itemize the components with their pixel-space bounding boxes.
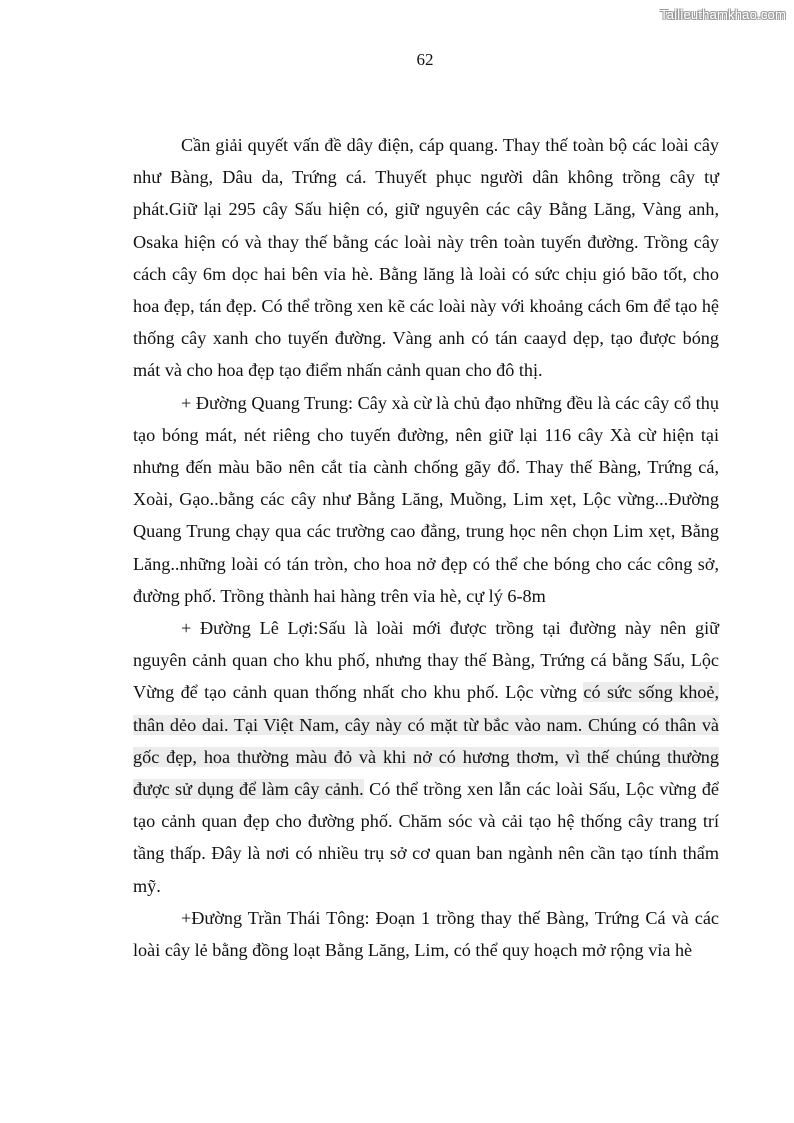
paragraph-tran-thai-tong: +Đường Trần Thái Tông: Đoạn 1 trồng thay thế Bàng, Trứng Cá và các loài cây lẻ bằng đồng loạt Bằng Lăng, Lim, có thể quy hoạch mở rộng vỉa hè <box>133 907 719 961</box>
paragraph-general-replacement: Cần giải quyết vấn đề dây điện, cáp quang. Thay thế toàn bộ các loài cây như Bàng, Dâu da, Trứng cá. Thuyết phục người dân không trồng cây tự phát.Giữ lại 295 cây Sấu hiện có, giữ nguyên các cây Bằng Lăng, Vàng anh, Osaka hiện có và thay thế bằng các loài này trên toàn tuyến đường. Trồng cây cách cây 6m dọc hai bên vỉa hè. Bằng lăng là loài có sức chịu gió bão tốt, cho hoa đẹp, tán đẹp. Có thể trồng xen kẽ các loài này với khoảng cách 6m để tạo hệ thống cây xanh cho tuyến đường. Vàng anh có tán caayd dẹp, tạo được bóng mát và cho hoa đẹp tạo điểm nhấn cảnh quan cho đô thị. <box>133 135 719 381</box>
watermark-text: Tailieuthamkhao.com <box>660 7 786 22</box>
paragraph-le-loi <box>133 612 719 902</box>
paragraph-le-loi-text-start: + Đường Lê Lợi:Sấu là loài mới được trồng tại đường này nên giữ nguyên cảnh quan cho khu phố, nhưng thay thế Bàng, Trứng cá bằng Sấu, Lộc Vừng để tạo cảnh quan thống nhất cho khu phố. Lộc vừng <box>133 618 719 703</box>
paragraph-le-loi-text-end: Có thể trồng xen lẫn các loài Sấu, Lộc vừng để tạo cảnh quan đẹp cho đường phố. Chăm sóc và cải tạo hệ thống cây trang trí tầng thấp. Đây là nơi có nhiều trụ sở cơ quan ban ngành nên cần tạo tính thẩm mỹ. <box>133 779 720 896</box>
page-number: 62 <box>416 50 434 69</box>
paragraph-quang-trung: + Đường Quang Trung: Cây xà cừ là chủ đạo những đều là các cây cổ thụ tạo bóng mát, nét riêng cho tuyến đường, nên giữ lại 116 cây Xà cừ hiện tại nhưng đến màu bão nên cắt tỉa cành chống gãy đổ. Thay thế Bàng, Trứng cá, Xoài, Gạo..bằng các cây như Bằng Lăng, Muồng, Lim xẹt, Lộc vừng...Đường Quang Trung chạy qua các trường cao đẳng, trung học nên chọn Lim xẹt, Bằng Lăng..những loài có tán tròn, cho hoa nở đẹp có thể che bóng cho các công sở, đường phố. Trồng thành hai hàng trên vỉa hè, cự lý 6-8m <box>133 392 719 606</box>
highlighted-text: có sức sống khoẻ, thân dẻo dai. Tại Việt Nam, cây này có mặt từ bắc vào nam. Chúng có thân và gốc đẹp, hoa thường màu đỏ và khi nở có hương thơm, vì thế chúng thường được sử dụng để làm cây cảnh. <box>133 682 719 800</box>
document-body <box>133 129 719 966</box>
